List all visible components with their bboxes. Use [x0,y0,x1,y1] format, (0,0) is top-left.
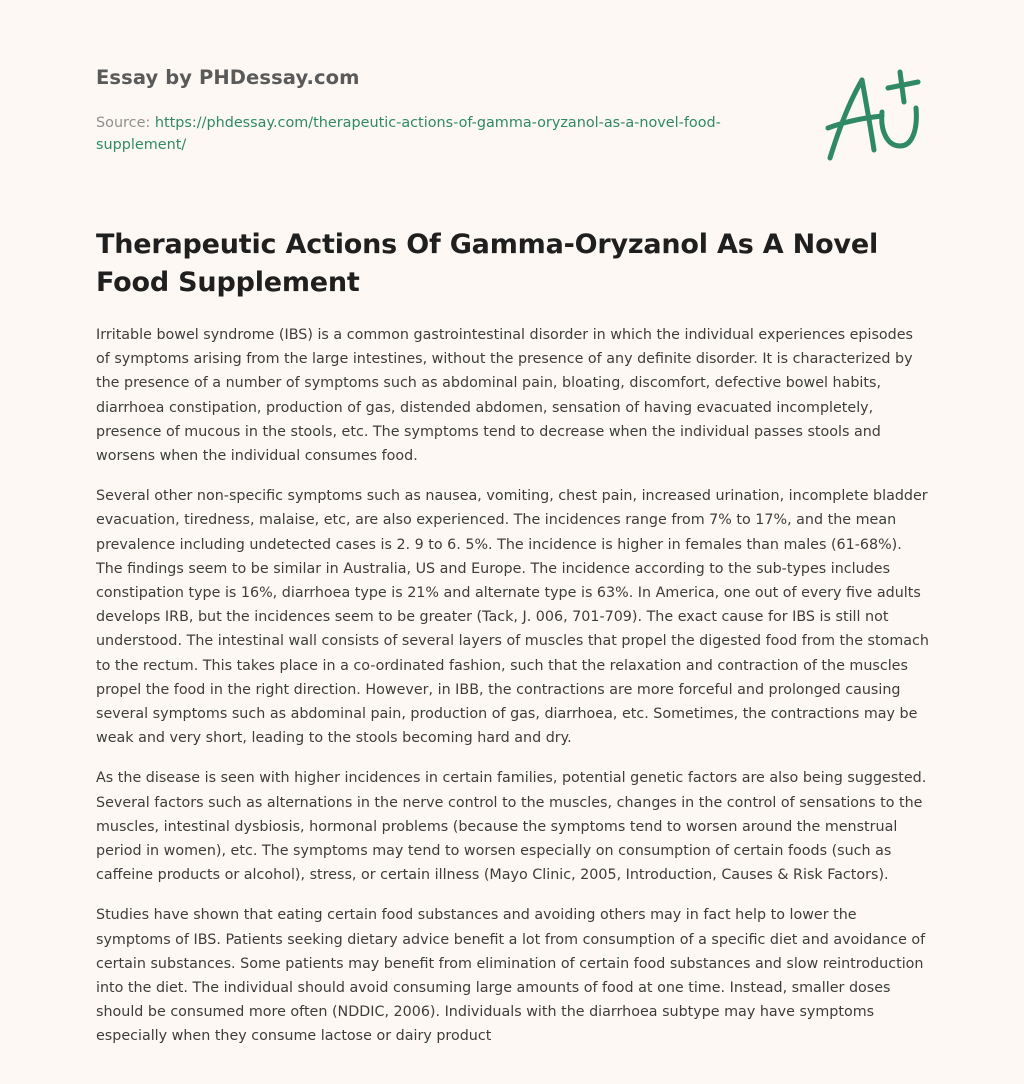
article-body [96,323,930,1065]
source-label: Source: [96,115,155,131]
a-plus-logo [822,66,926,166]
paragraph: Studies have shown that eating certain food substances and avoiding others may in fact help to lower the symptoms of IBS. Patients seeking dietary advice benefit a lot from consumption of a specific diet and avoidance of certain substances. Some patients may benefit from elimination of certain food substances and slow reintroduction into the diet. The individual should avoid consuming large amounts of food at one time. Instead, smaller doses should be consumed more often (NDDIC, 2006). Individuals with the diarrhoea subtype may have symptoms especially when they consume lactose or dairy product [96,907,926,1045]
site-title: Essay by PHDessay.com [96,66,360,89]
a-plus-icon [822,66,926,166]
source-link[interactable]: https://phdessay.com/therapeutic-actions-of-gamma-oryzanol-as-a-novel-food-supplement/ [96,115,721,153]
paragraph: As the disease is seen with higher incidences in certain families, potential genetic factors are also being suggested. Several factors such as alternations in the nerve control to the muscles, changes in the control of sensations to the muscles, intestinal dysbiosis, hormonal problems (because the symptoms tend to worsen around the menstrual period in women), etc. The symptoms may tend to worsen especially on consumption of certain foods (such as caffeine products or alcohol), stress, or certain illness (Mayo Clinic, 2005, Introduction, Causes & Risk Factors). [96,770,927,884]
paragraph: Several other non-specific symptoms such as nausea, vomiting, chest pain, increased urination, incomplete bladder evacuation, tiredness, malaise, etc, are also experienced. The incidences range from 7% to 17%, and the mean prevalence including undetected cases is 2. 9 to 6. 5%. The incidence is higher in females than males (61-68%). The findings seem to be similar in Australia, US and Europe. The incidence according to the sub-types includes constipation type is 16%, diarrhoea type is 21% and alternate type is 63%. In America, one out of every five adults develops IRB, but the incidences seem to be greater (Tack, J. 006, 701-709). The exact cause for IBS is still not understood. The intestinal wall consists of several layers of muscles that propel the digested food from the stomach to the rectum. This takes place in a co-ordinated fashion, such that the relaxation and contraction of the muscles propel the food in the right direction. However, in IBB, the contractions are more forceful and prolonged causing several symptoms such as abdominal pain, production of gas, diarrhoea, etc. Sometimes, the contractions may be weak and very short, leading to the stools becoming hard and dry. [96,488,929,747]
paragraph: Irritable bowel syndrome (IBS) is a common gastrointestinal disorder in which the individual experiences episodes of symptoms arising from the large intestines, without the presence of any definite disorder. It is characterized by the presence of a number of symptoms such as abdominal pain, bloating, discomfort, defective bowel habits, diarrhoea constipation, production of gas, distended abdomen, sensation of having evacuated incompletely, presence of mucous in the stools, etc. The symptoms tend to decrease when the individual passes stools and worsens when the individual consumes food. [96,327,913,465]
source-line [96,112,776,156]
article-title: Therapeutic Actions Of Gamma-Oryzanol As A Novel Food Supplement [96,229,878,298]
